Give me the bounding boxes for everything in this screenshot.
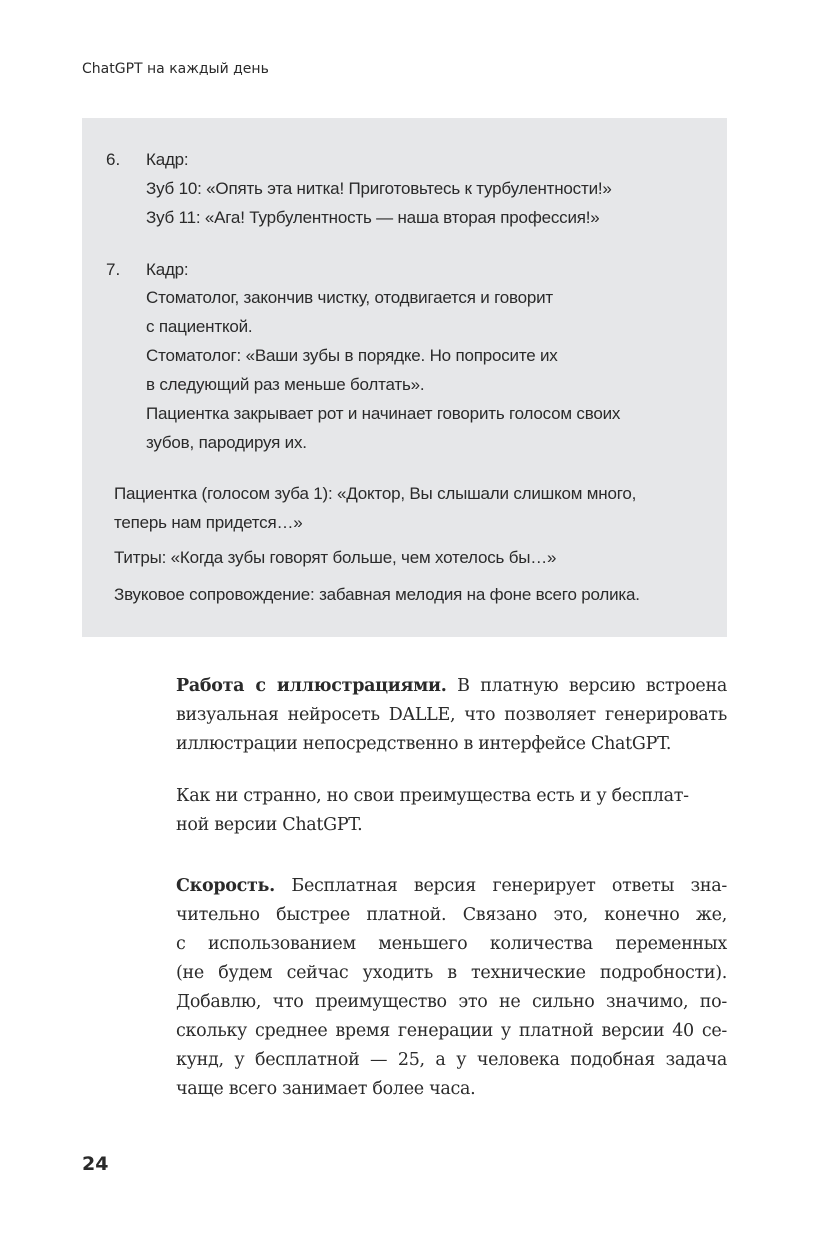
body-line: чительно быстрее платной. Связано это, конечно же,: [176, 905, 727, 925]
body-line: кунд, у бесплатной — 25, а у человека подобная задача: [176, 1050, 727, 1070]
box-line: Пациентка (голосом зуба 1): «Доктор, Вы слышали слишком много,: [114, 484, 637, 503]
body-text: В платную версию встроена: [446, 676, 727, 696]
box-line: теперь нам придется…»: [114, 513, 303, 532]
run-in-heading: Скорость.: [176, 876, 275, 896]
list-number: 6.: [106, 150, 121, 169]
page-number: 24: [82, 1153, 109, 1175]
example-box: [82, 118, 727, 637]
box-line: Зуб 10: «Опять эта нитка! Приготовьтесь к турбулентности!»: [146, 179, 612, 198]
body-line: (не будем сейчас уходить в технические подробности).: [176, 963, 727, 983]
body-line: чаще всего занимает более часа.: [176, 1079, 476, 1099]
box-line: Стоматолог: «Ваши зубы в порядке. Но попросите их: [146, 346, 558, 365]
box-line: Зуб 11: «Ага! Турбулентность — наша вторая профессия!»: [146, 208, 600, 227]
box-line: Титры: «Когда зубы говорят больше, чем хотелось бы…»: [114, 548, 557, 567]
box-line: Звуковое сопровождение: забавная мелодия на фоне всего ролика.: [114, 585, 640, 604]
body-line: скольку среднее время генерации у платной версии 40 се-: [176, 1021, 727, 1041]
box-line: с пациенткой.: [146, 317, 253, 336]
body-line: Добавлю, что преимущество это не сильно значимо, по-: [176, 992, 727, 1012]
box-line: зубов, пародируя их.: [146, 433, 307, 452]
body-line: [176, 676, 727, 696]
body-line: ной версии ChatGPT.: [176, 815, 363, 835]
body-line: иллюстрации непосредственно в интерфейсе ChatGPT.: [176, 734, 672, 754]
list-number: 7.: [106, 260, 121, 279]
body-line: с использованием меньшего количества переменных: [176, 934, 727, 954]
box-line: в следующий раз меньше болтать».: [146, 375, 425, 394]
body-line: визуальная нейросеть DALLE, что позволяет генерировать: [176, 705, 727, 725]
body-line: Как ни странно, но свои преимущества есть и у бесплат-: [176, 786, 689, 806]
run-in-heading: Работа с иллюстрациями.: [176, 676, 447, 696]
body-text: Бесплатная версия генерирует ответы зна-: [274, 876, 727, 896]
box-line: Стоматолог, закончив чистку, отодвигается и говорит: [146, 288, 553, 307]
box-line: Кадр:: [146, 150, 189, 169]
box-line: Кадр:: [146, 260, 189, 279]
running-header: ChatGPT на каждый день: [82, 61, 269, 77]
box-line: Пациентка закрывает рот и начинает говорить голосом своих: [146, 404, 621, 423]
body-line: [176, 876, 727, 896]
